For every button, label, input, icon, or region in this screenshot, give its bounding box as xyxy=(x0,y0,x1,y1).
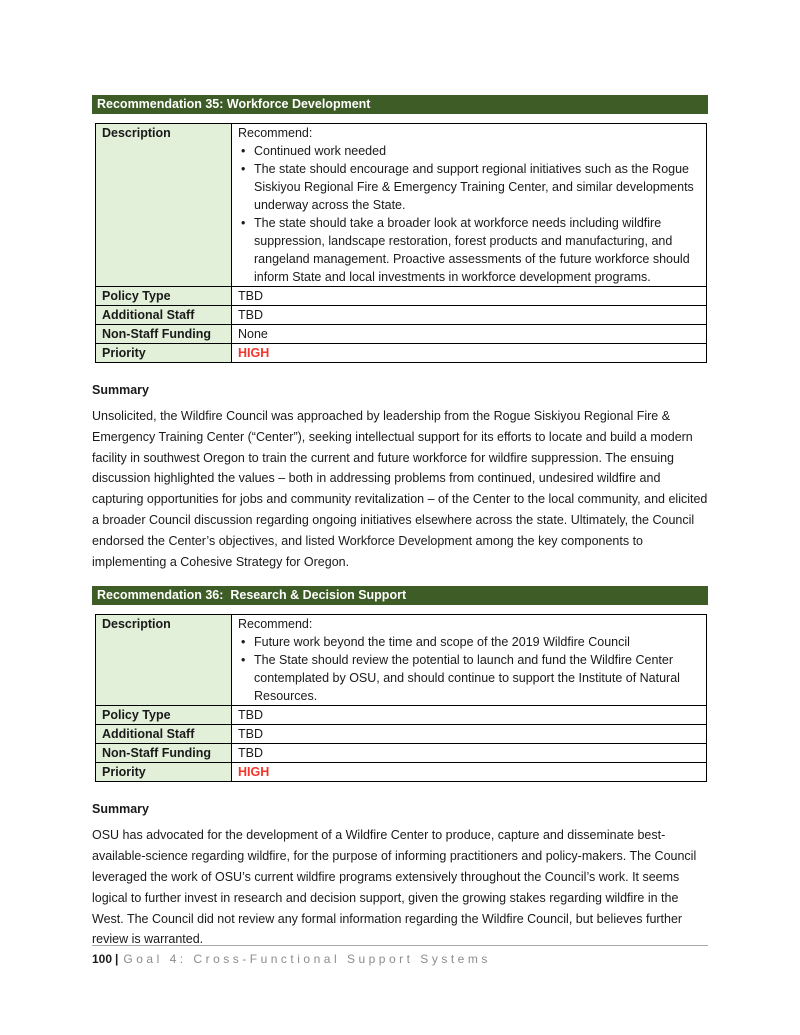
bullet-text: The state should take a broader look at workforce needs including wildfire suppression, landscape restoration, forest products and manufacturing, and rangeland management. Proactive assessments of the future workforce should inform State and local investments in workforce development programs. xyxy=(254,216,690,284)
row-value-non-staff-funding: TBD xyxy=(232,744,707,763)
bullet-icon: • xyxy=(241,653,246,668)
row-label-policy-type: Policy Type xyxy=(96,706,232,725)
description-intro: Recommend: xyxy=(238,617,313,632)
table-row-description xyxy=(96,124,707,287)
description-bullet-list xyxy=(238,633,700,705)
summary-paragraph-36: OSU has advocated for the development of a Wildfire Center to produce, capture and disseminate best-available-science regarding wildfire, for the purpose of informing practitioners and policy-makers. The Council leveraged the work of OSU’s current wildfire programs extensively throughout the Council’s work. It seems logical to further invest in research and decision support, given the growing stakes regarding wildfire in the West. The Council did not review any formal information regarding the Wildfire Council, but believes further review is warranted. xyxy=(92,828,697,947)
row-label-priority: Priority xyxy=(96,344,232,363)
table-row-description xyxy=(96,615,707,706)
table-row-policy-type xyxy=(96,287,707,306)
bullet-text: Future work beyond the time and scope of the 2019 Wildfire Council xyxy=(254,635,630,650)
bullet-text: Continued work needed xyxy=(254,144,387,158)
priority-badge: HIGH xyxy=(238,765,270,780)
row-label-priority: Priority xyxy=(96,763,232,782)
list-item xyxy=(238,142,700,160)
recommendation-36-header: Recommendation 36: Research & Decision Support xyxy=(92,586,708,605)
list-item xyxy=(238,651,700,705)
bullet-icon: • xyxy=(241,635,246,650)
bullet-text: The state should encourage and support regional initiatives such as the Rogue Siskiyou Regional Fire & Emergency Training Center, and similar developments underway across the State. xyxy=(254,162,694,212)
table-row-additional-staff xyxy=(96,306,707,325)
bullet-icon: • xyxy=(241,162,246,176)
priority-badge: HIGH xyxy=(238,346,270,360)
page-footer xyxy=(92,945,708,966)
row-label-non-staff-funding: Non-Staff Funding xyxy=(96,325,232,344)
row-value-description xyxy=(232,615,707,706)
recommendation-36-table xyxy=(95,614,707,782)
row-label-policy-type: Policy Type xyxy=(96,287,232,306)
page-content xyxy=(92,95,708,950)
recommendation-35-table xyxy=(95,123,707,363)
table-row-priority xyxy=(96,344,707,363)
footer-divider: | xyxy=(115,952,119,966)
row-label-non-staff-funding: Non-Staff Funding xyxy=(96,744,232,763)
list-item xyxy=(238,214,700,286)
row-value-priority xyxy=(232,344,707,363)
row-label-description: Description xyxy=(96,124,232,287)
bullet-icon: • xyxy=(241,216,246,230)
page-number: 100 xyxy=(92,952,113,966)
row-value-additional-staff: TBD xyxy=(232,725,707,744)
bullet-text: The State should review the potential to launch and fund the Wildfire Center contemplated by OSU, and should continue to support the Institute of Natural Resources. xyxy=(254,653,680,704)
row-value-priority xyxy=(232,763,707,782)
row-value-policy-type: TBD xyxy=(232,287,707,306)
footer-section-title: Goal 4: Cross-Functional Support Systems xyxy=(123,952,491,966)
description-bullet-list xyxy=(238,142,700,286)
row-value-policy-type: TBD xyxy=(232,706,707,725)
table-row-non-staff-funding xyxy=(96,744,707,763)
bullet-icon: • xyxy=(241,144,246,158)
recommendation-35-header: Recommendation 35: Workforce Development xyxy=(92,95,708,114)
summary-heading-36: Summary xyxy=(92,802,149,817)
summary-paragraph-35: Unsolicited, the Wildfire Council was approached by leadership from the Rogue Siskiyou Regional Fire & Emergency Training Center (“Center”), seeking intellectual support for its efforts to locate and build a modern facility in southwest Oregon to train the current and future workforce for wildfire suppression. The ensuing discussion highlighted the values – both in addressing problems from continued, undesired wildfire and capturing opportunities for jobs and community revitalization – of the Center to the local community, and elicited a broader Council discussion regarding ongoing initiatives elsewhere across the state. Ultimately, the Council endorsed the Center’s objectives, and listed Workforce Development among the key components to implementing a Cohesive Strategy for Oregon. xyxy=(92,409,708,569)
row-label-description: Description xyxy=(96,615,232,706)
table-row-additional-staff xyxy=(96,725,707,744)
row-value-additional-staff: TBD xyxy=(232,306,707,325)
summary-heading-35: Summary xyxy=(92,383,149,397)
table-row-policy-type xyxy=(96,706,707,725)
row-label-additional-staff: Additional Staff xyxy=(96,306,232,325)
table-row-non-staff-funding xyxy=(96,325,707,344)
list-item xyxy=(238,160,700,214)
list-item xyxy=(238,633,700,651)
table-row-priority xyxy=(96,763,707,782)
row-value-non-staff-funding: None xyxy=(232,325,707,344)
row-value-description xyxy=(232,124,707,287)
row-label-additional-staff: Additional Staff xyxy=(96,725,232,744)
description-intro: Recommend: xyxy=(238,126,313,140)
